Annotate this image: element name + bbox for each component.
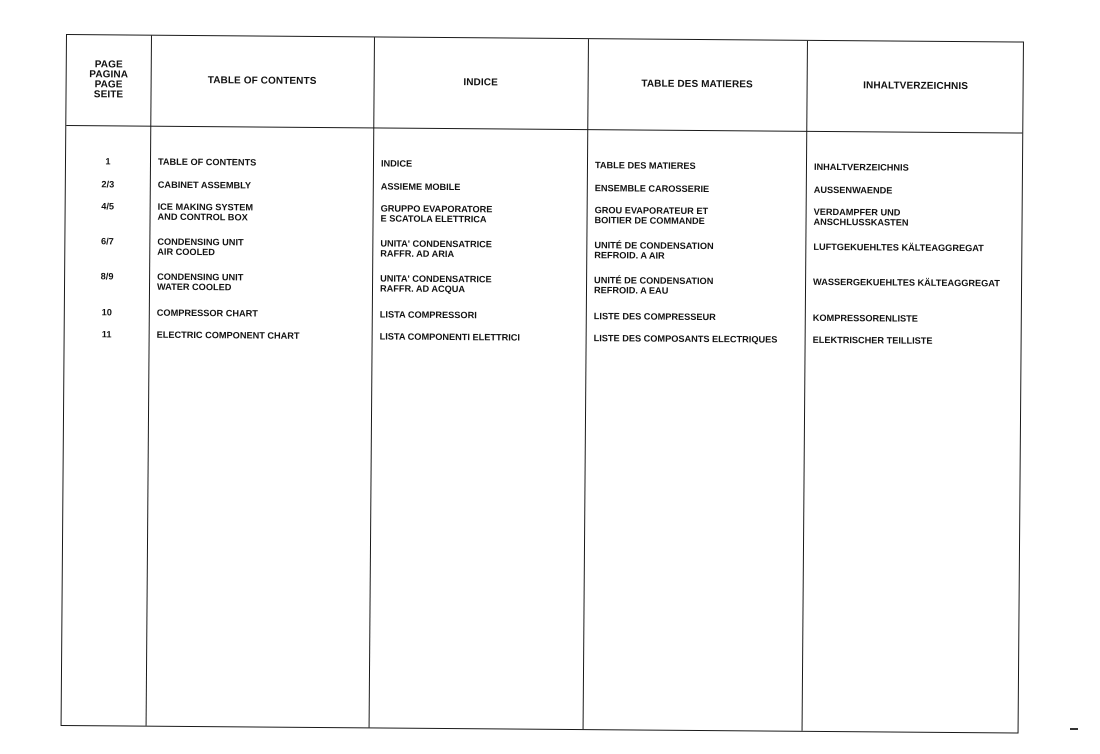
entry-french: LISTE DES COMPOSANTS ELECTRIQUES (593, 333, 778, 345)
entry-italian: RAFFR. AD ARIA (380, 248, 455, 260)
page-label: PAGE (94, 79, 123, 91)
column-header-italian: INDICE (463, 77, 498, 89)
entry-french: UNITÉ DE CONDENSATION (594, 240, 714, 252)
page-label: SEITE (93, 89, 124, 101)
page-number: 6/7 (100, 236, 114, 247)
entry-english: ELECTRIC COMPONENT CHART (156, 329, 300, 341)
page-number: 11 (101, 329, 112, 340)
entry-english: ICE MAKING SYSTEM (157, 201, 254, 213)
entry-italian: INDICE (380, 158, 413, 169)
entry-german: AUSSENWAENDE (813, 184, 893, 196)
column-divider (802, 41, 808, 731)
entry-italian: LISTA COMPRESSORI (379, 309, 477, 321)
entry-english: TABLE OF CONTENTS (157, 156, 257, 168)
entry-french: GROU EVAPORATEUR ET (594, 205, 709, 217)
page-number: 10 (101, 307, 112, 318)
column-header-french: TABLE DES MATIERES (641, 78, 753, 91)
entry-english: CONDENSING UNIT (157, 236, 244, 248)
column-divider (583, 39, 589, 729)
entry-english: COMPRESSOR CHART (156, 307, 258, 319)
entry-french: REFROID. A AIR (594, 250, 665, 261)
entry-italian: GRUPPO EVAPORATORE (380, 203, 493, 215)
entry-italian: UNITA' CONDENSATRICE (380, 238, 492, 250)
page-number: 2/3 (101, 179, 115, 190)
entry-french: UNITÉ DE CONDENSATION (594, 275, 714, 287)
page-number: 8/9 (100, 271, 114, 282)
entry-italian: ASSIEME MOBILE (380, 181, 461, 193)
entry-english: CONDENSING UNIT (157, 271, 244, 283)
page-number: 4/5 (101, 201, 115, 212)
entry-english: WATER COOLED (156, 281, 232, 293)
entry-italian: UNITA' CONDENSATRICE (380, 273, 492, 285)
page-label: PAGINA (89, 69, 129, 81)
column-header-german: INHALTVERZEICHNIS (863, 80, 969, 93)
scan-mark (1070, 728, 1078, 730)
entry-italian: RAFFR. AD ACQUA (379, 283, 466, 295)
contents-table (61, 34, 1024, 734)
entry-french: LISTE DES COMPRESSEUR (593, 311, 716, 323)
entry-german: WASSERGEKUEHLTES KÄLTEAGGREGAT (813, 276, 1000, 289)
entry-english: CABINET ASSEMBLY (157, 179, 252, 191)
entry-italian: E SCATOLA ELETTRICA (380, 213, 487, 225)
entry-french: BOITIER DE COMMANDE (594, 215, 705, 227)
column-divider (369, 37, 375, 727)
page-number: 1 (105, 156, 111, 167)
entry-french: TABLE DES MATIERES (594, 160, 696, 171)
entry-french: REFROID. A EAU (593, 285, 669, 296)
page-label: PAGE (94, 59, 123, 71)
entry-german: LUFTGEKUEHLTES KÄLTEAGGREGAT (813, 241, 984, 254)
entry-german: INHALTVERZEICHNIS (813, 161, 909, 173)
entry-german: ELEKTRISCHER TEILLISTE (812, 334, 933, 346)
column-header-english: TABLE OF CONTENTS (207, 75, 317, 87)
entry-italian: LISTA COMPONENTI ELETTRICI (379, 331, 521, 343)
column-divider (146, 36, 152, 726)
entry-german: VERDAMPFER UND (813, 206, 901, 218)
entry-english: AIR COOLED (157, 246, 216, 258)
page-column-header (66, 35, 151, 126)
entry-english: AND CONTROL BOX (157, 211, 248, 223)
entry-french: ENSEMBLE CAROSSERIE (594, 183, 710, 195)
entry-german: ANSCHLUSSKASTEN (813, 216, 909, 228)
entry-german: KOMPRESSORENLISTE (812, 312, 919, 324)
